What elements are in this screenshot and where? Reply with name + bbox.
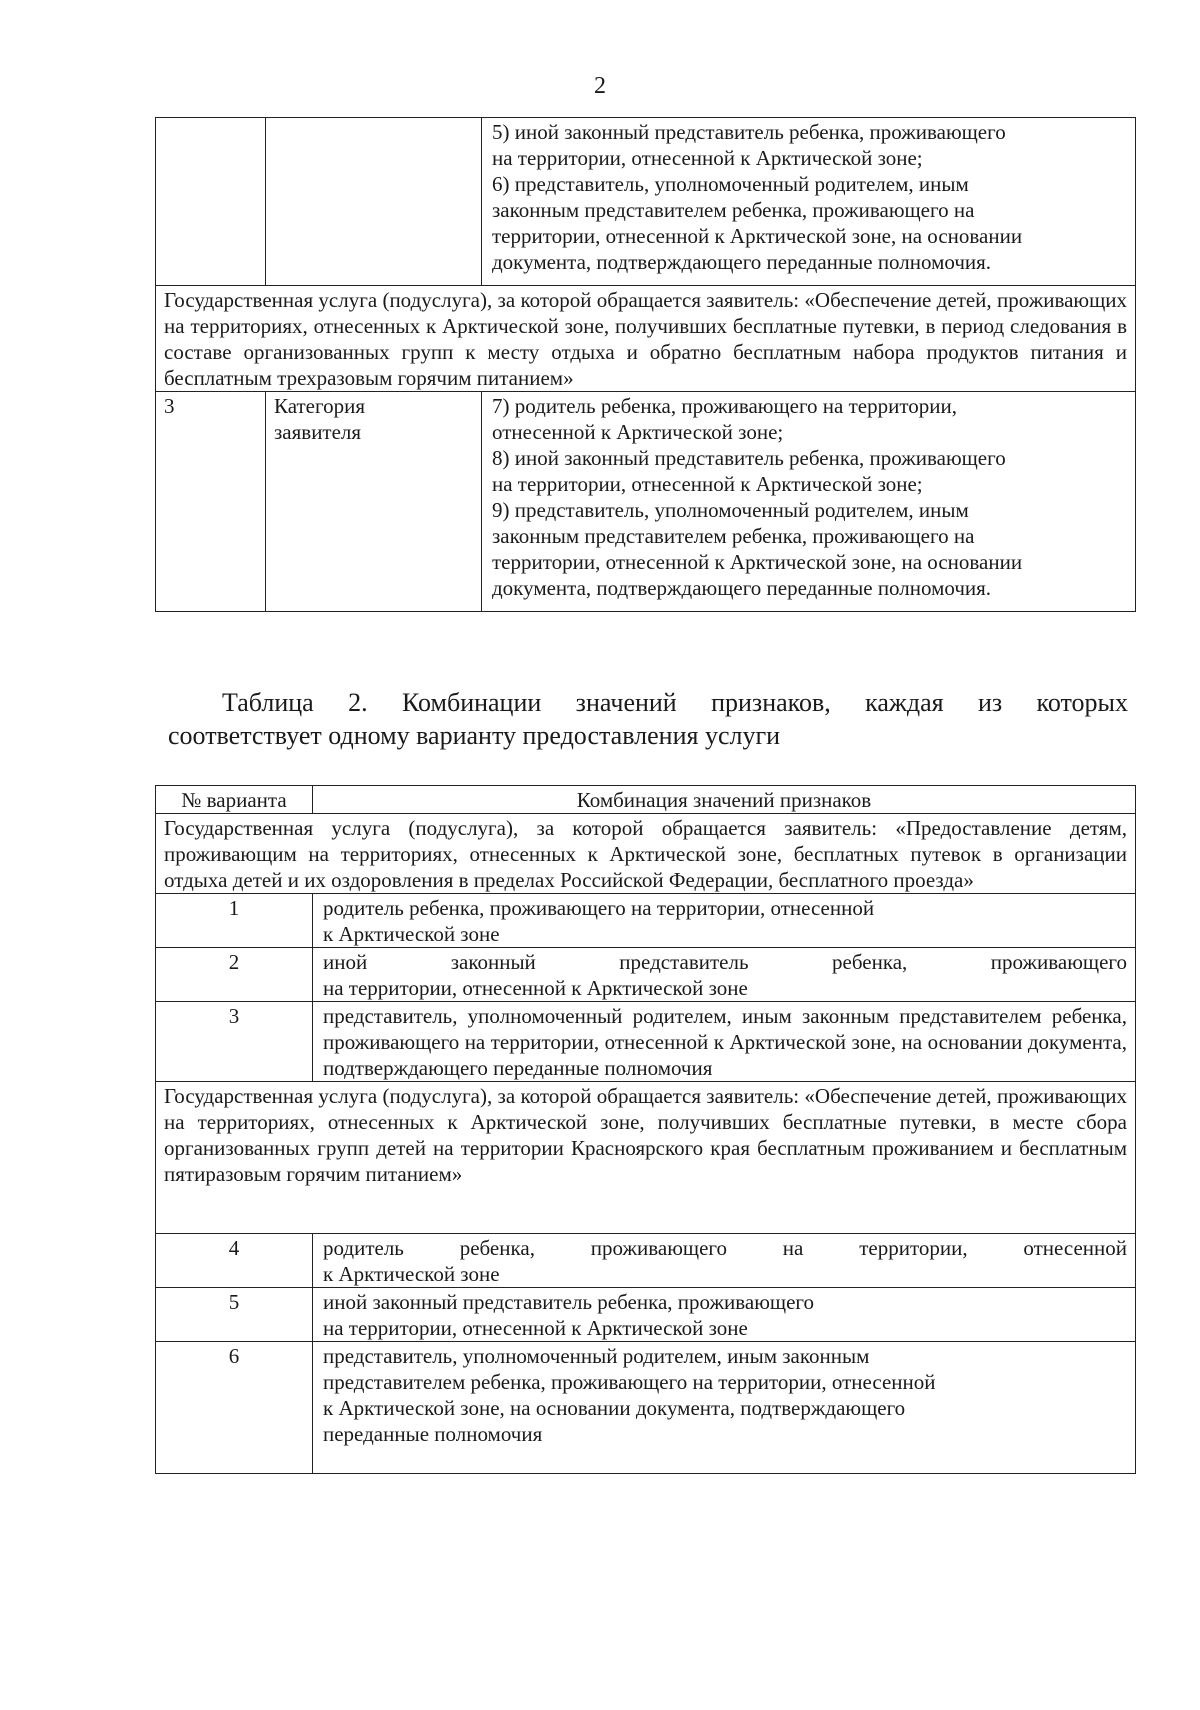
cell-line: к Арктической зоне, на основании документа, подтверждающего <box>323 1396 906 1420</box>
cell-line: на территории, отнесенной к Арктической зоне <box>323 1316 748 1340</box>
cell-line: 8) иной законный представитель ребенка, проживающего <box>492 446 1006 470</box>
table-caption <box>168 686 1128 752</box>
cell-line: родитель ребенка, проживающего на территории, отнесенной <box>323 1236 1127 1260</box>
variant-number: 3 <box>156 1002 313 1082</box>
variant-number: 6 <box>156 1342 313 1474</box>
cell-line: иной законный представитель ребенка, проживающего <box>323 1290 814 1314</box>
variant-combination <box>313 1288 1136 1342</box>
row-label <box>266 392 482 612</box>
service-description: Государственная услуга (подуслуга), за которой обращается заявитель: «Обеспечение детей, проживающих на территориях, отнесенных к Арктической зоне, получивших бесплатные путевки, в период следования в составе организованных групп к месту отдыха и обратно бесплатным набора продуктов питания и бесплатным трехразовым горячим питанием» <box>156 286 1136 392</box>
cell-line: заявителя <box>274 420 362 444</box>
variant-combination <box>313 1342 1136 1474</box>
variant-number: 5 <box>156 1288 313 1342</box>
table-cell <box>482 118 1136 286</box>
cell-line: 7) родитель ребенка, проживающего на территории, <box>492 394 957 418</box>
caption-line: Таблица 2. Комбинации значений признаков, каждая из которых <box>222 688 1128 717</box>
applicant-category-table <box>155 117 1136 612</box>
cell-line: представителем ребенка, проживающего на территории, отнесенной <box>323 1370 936 1394</box>
table-cell <box>482 392 1136 612</box>
cell-line: родитель ребенка, проживающего на территории, отнесенной <box>323 896 875 920</box>
cell-line: 5) иной законный представитель ребенка, проживающего <box>492 120 1006 144</box>
table-cell <box>266 118 482 286</box>
header-variant-number: № варианта <box>156 786 313 814</box>
cell-line: 9) представитель, уполномоченный родителем, иным <box>492 498 969 522</box>
caption-line: соответствует одному варианту предоставления услуги <box>168 721 781 750</box>
cell-line: законным представителем ребенка, проживающего на <box>492 198 975 222</box>
service-row <box>156 286 1136 392</box>
cell-line: на территории, отнесенной к Арктической зоне; <box>492 472 923 496</box>
variant-number: 4 <box>156 1234 313 1288</box>
variant-number: 1 <box>156 894 313 948</box>
cell-line: 6) представитель, уполномоченный родителем, иным <box>492 172 969 196</box>
table-row <box>156 1342 1136 1474</box>
variant-combination <box>313 894 1136 948</box>
service-row <box>156 814 1136 894</box>
variant-combination <box>313 948 1136 1002</box>
table-row <box>156 894 1136 948</box>
cell-line: документа, подтверждающего переданные полномочия. <box>492 576 992 600</box>
variant-combination <box>313 1234 1136 1288</box>
cell-line: законным представителем ребенка, проживающего на <box>492 524 975 548</box>
variants-table <box>155 785 1136 1474</box>
header-combination: Комбинация значений признаков <box>313 786 1136 814</box>
cell-line: территории, отнесенной к Арктической зоне, на основании <box>492 224 1023 248</box>
cell-line: отнесенной к Арктической зоне; <box>492 420 784 444</box>
row-number: 3 <box>156 392 266 612</box>
table-row <box>156 1288 1136 1342</box>
cell-line: на территории, отнесенной к Арктической зоне <box>323 976 748 1000</box>
table-row <box>156 392 1136 612</box>
table-row <box>156 1002 1136 1082</box>
service-description: Государственная услуга (подуслуга), за которой обращается заявитель: «Предоставление детям, проживающим на территориях, отнесенных к Арктической зоне, бесплатных путевок в организации отдыха детей и их оздоровления в пределах Российской Федерации, бесплатного проезда» <box>156 814 1136 894</box>
table-cell <box>156 118 266 286</box>
cell-line: иной законный представитель ребенка, проживающего <box>323 950 1127 974</box>
cell-line: на территории, отнесенной к Арктической зоне; <box>492 146 923 170</box>
variant-number: 2 <box>156 948 313 1002</box>
table-row <box>156 118 1136 286</box>
service-description: Государственная услуга (подуслуга), за которой обращается заявитель: «Обеспечение детей, проживающих на территориях, отнесенных к Арктической зоне, получивших бесплатные путевки, в месте сбора организованных групп детей на территории Красноярского края бесплатным проживанием и бесплатным пятиразовым горячим питанием» <box>156 1082 1136 1234</box>
cell-line: территории, отнесенной к Арктической зоне, на основании <box>492 550 1023 574</box>
table-header-row <box>156 786 1136 814</box>
cell-line: к Арктической зоне <box>323 1262 500 1286</box>
page-number: 2 <box>594 73 606 99</box>
cell-line: Категория <box>274 394 365 418</box>
cell-line: переданные полномочия <box>323 1422 543 1446</box>
cell-line: к Арктической зоне <box>323 922 500 946</box>
service-row <box>156 1082 1136 1234</box>
cell-line: представитель, уполномоченный родителем, иным законным <box>323 1344 870 1368</box>
table-row <box>156 1234 1136 1288</box>
table-row <box>156 948 1136 1002</box>
cell-line: документа, подтверждающего переданные полномочия. <box>492 250 992 274</box>
variant-combination: представитель, уполномоченный родителем, иным законным представителем ребенка, проживающего на территории, отнесенной к Арктической зоне, на основании документа, подтверждающего переданные полномочия <box>313 1002 1136 1082</box>
